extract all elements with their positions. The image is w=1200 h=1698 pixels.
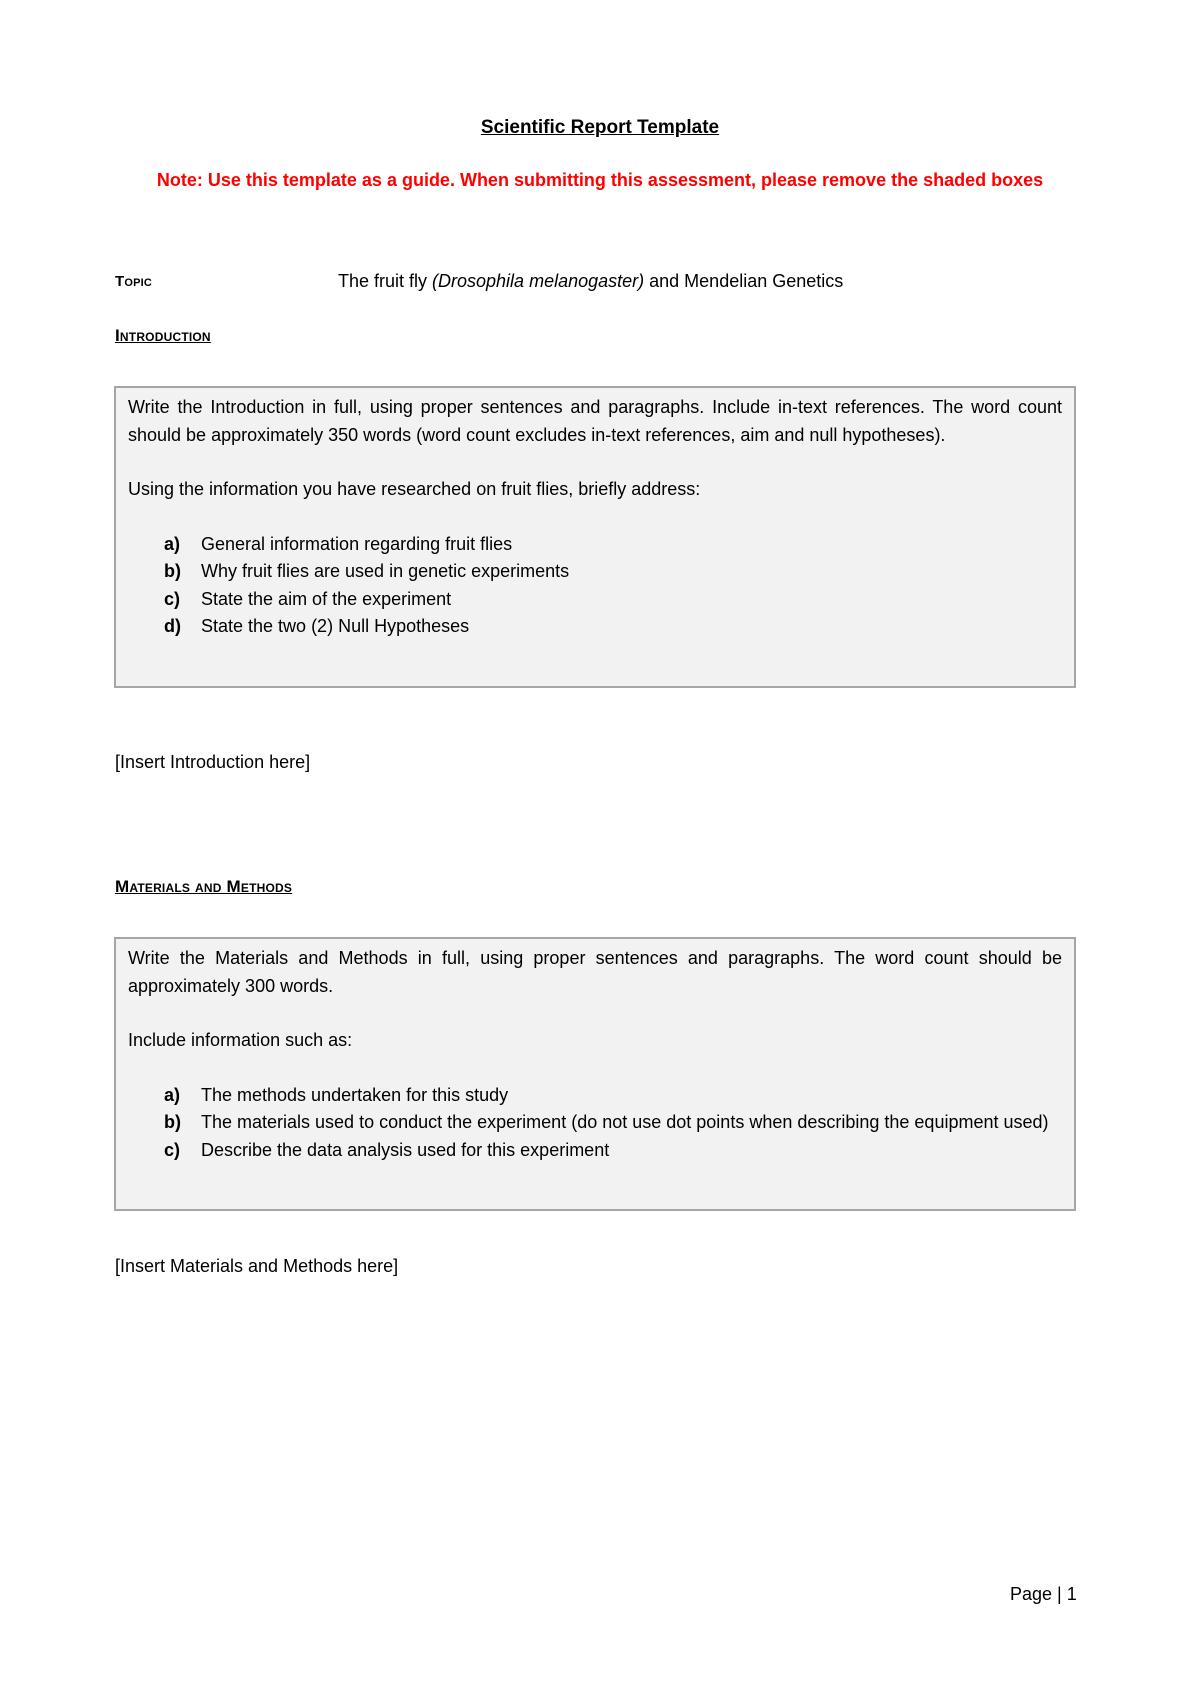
list-item bbox=[128, 586, 1062, 614]
document-title: Scientific Report Template bbox=[480, 117, 720, 138]
introduction-insert-placeholder: [Insert Introduction here] bbox=[115, 752, 311, 772]
page-number: Page | 1 bbox=[1010, 1584, 1077, 1604]
list-item-text: Describe the data analysis used for this experiment bbox=[201, 1139, 610, 1160]
list-marker: d) bbox=[164, 616, 181, 636]
list-item-text: State the two (2) Null Hypotheses bbox=[201, 616, 470, 636]
list-item bbox=[128, 1137, 1062, 1165]
list-item bbox=[128, 613, 1062, 641]
topic-value-suffix: and Mendelian Genetics bbox=[644, 271, 844, 291]
materials-methods-checklist bbox=[128, 1082, 1062, 1165]
list-marker: a) bbox=[164, 1084, 181, 1105]
template-note: Note: Use this template as a guide. When submitting this assessment, please remove the shaded boxes bbox=[156, 170, 1044, 190]
list-marker: b) bbox=[164, 1112, 181, 1132]
list-item bbox=[128, 1109, 1062, 1137]
topic-value bbox=[338, 271, 843, 292]
list-item bbox=[128, 531, 1062, 559]
materials-methods-instruction-box bbox=[114, 937, 1076, 1211]
introduction-checklist bbox=[128, 531, 1062, 641]
topic-row bbox=[115, 273, 1095, 299]
list-marker: a) bbox=[164, 533, 181, 554]
list-item-text: General information regarding fruit flies bbox=[201, 533, 513, 554]
list-item bbox=[128, 558, 1062, 586]
topic-scientific-name: (Drosophila melanogaster) bbox=[432, 271, 645, 291]
materials-methods-box-paragraph-2: Include information such as: bbox=[128, 1030, 353, 1050]
topic-label: Topic bbox=[115, 273, 153, 290]
materials-methods-box-paragraph-1: Write the Materials and Methods in full, using proper sentences and paragraphs. The word count should be approximately 300 words. bbox=[128, 948, 1062, 996]
materials-methods-heading: Materials and Methods bbox=[115, 877, 293, 896]
list-item bbox=[128, 1082, 1062, 1110]
list-marker: b) bbox=[164, 561, 181, 581]
introduction-heading: Introduction bbox=[115, 326, 211, 345]
introduction-box-paragraph-2: Using the information you have researched on fruit flies, briefly address: bbox=[128, 479, 701, 499]
topic-value-prefix: The fruit fly bbox=[338, 271, 433, 291]
introduction-instruction-box bbox=[114, 386, 1076, 688]
list-item-text: Why fruit flies are used in genetic experiments bbox=[201, 561, 570, 581]
list-marker: c) bbox=[164, 1139, 181, 1160]
list-item-text: The materials used to conduct the experiment (do not use dot points when describing the equipment used) bbox=[201, 1112, 1049, 1132]
list-item-text: State the aim of the experiment bbox=[201, 588, 452, 609]
list-item-text: The methods undertaken for this study bbox=[201, 1084, 509, 1105]
introduction-box-paragraph-1: Write the Introduction in full, using proper sentences and paragraphs. Include in-text references. The word count should be approximately 350 words (word count excludes in-text references, aim and null hypotheses). bbox=[128, 397, 1062, 445]
materials-methods-insert-placeholder: [Insert Materials and Methods here] bbox=[115, 1256, 399, 1276]
list-marker: c) bbox=[164, 588, 181, 609]
